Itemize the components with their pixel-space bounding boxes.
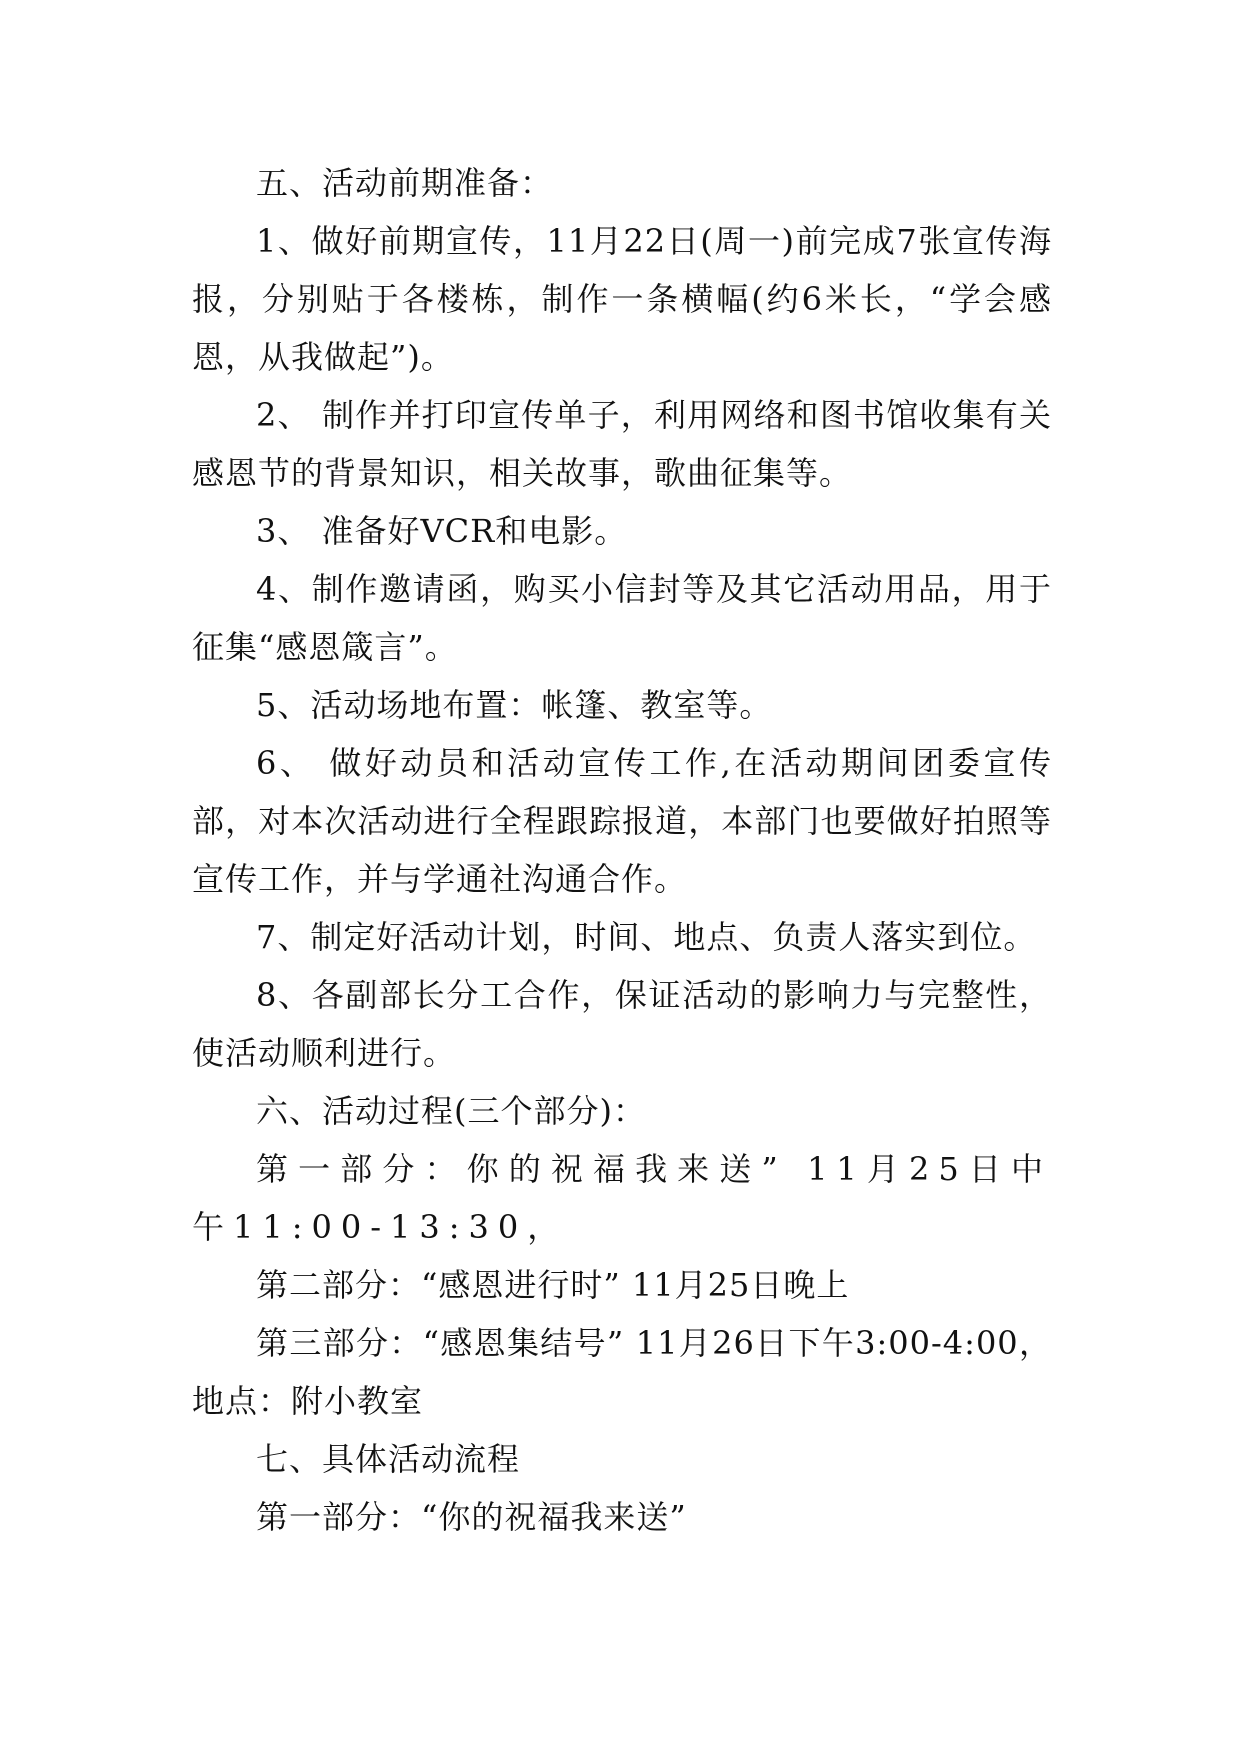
- section-heading-preparation: 五、活动前期准备：: [256, 164, 554, 202]
- paragraph-item-2: 2、 制作并打印宣传单子，利用网络和图书馆收集有关感恩节的背景知识，相关故事，歌曲征集等。: [192, 396, 1052, 492]
- paragraph-part-2: 第二部分：“感恩进行时” 11月25日晚上: [256, 1266, 850, 1304]
- paragraph-item-6: 6、 做好动员和活动宣传工作,在活动期间团委宣传部，对本次活动进行全程跟踪报道，本部门也要做好拍照等宣传工作，并与学通社沟通合作。: [192, 744, 1052, 898]
- paragraph-item-5: 5、活动场地布置：帐篷、教室等。: [256, 686, 773, 724]
- section-heading-process: 六、活动过程(三个部分)：: [256, 1092, 646, 1130]
- paragraph-flow-part-1: 第一部分：“你的祝福我来送”: [256, 1498, 687, 1536]
- paragraph-part-1: 第一部分：你的祝福我来送” 11月25日中午11:00-13:30，: [192, 1150, 1052, 1246]
- paragraph-item-7: 7、制定好活动计划，时间、地点、负责人落实到位。: [256, 918, 1037, 956]
- paragraph-item-3: 3、 准备好VCR和电影。: [256, 512, 628, 550]
- paragraph-part-3: 第三部分：“感恩集结号” 11月26日下午3:00-4:00，地点：附小教室: [192, 1324, 1052, 1420]
- document-body: [192, 154, 1052, 1546]
- paragraph-item-8: 8、各副部长分工合作，保证活动的影响力与完整性，使活动顺利进行。: [192, 976, 1052, 1072]
- section-heading-flow: 七、具体活动流程: [256, 1440, 521, 1478]
- paragraph-item-1: 1、做好前期宣传，11月22日(周一)前完成7张宣传海报，分别贴于各楼栋，制作一条横幅(约6米长，“学会感恩，从我做起”)。: [192, 222, 1052, 376]
- paragraph-item-4: 4、制作邀请函，购买小信封等及其它活动用品，用于征集“感恩箴言”。: [192, 570, 1052, 666]
